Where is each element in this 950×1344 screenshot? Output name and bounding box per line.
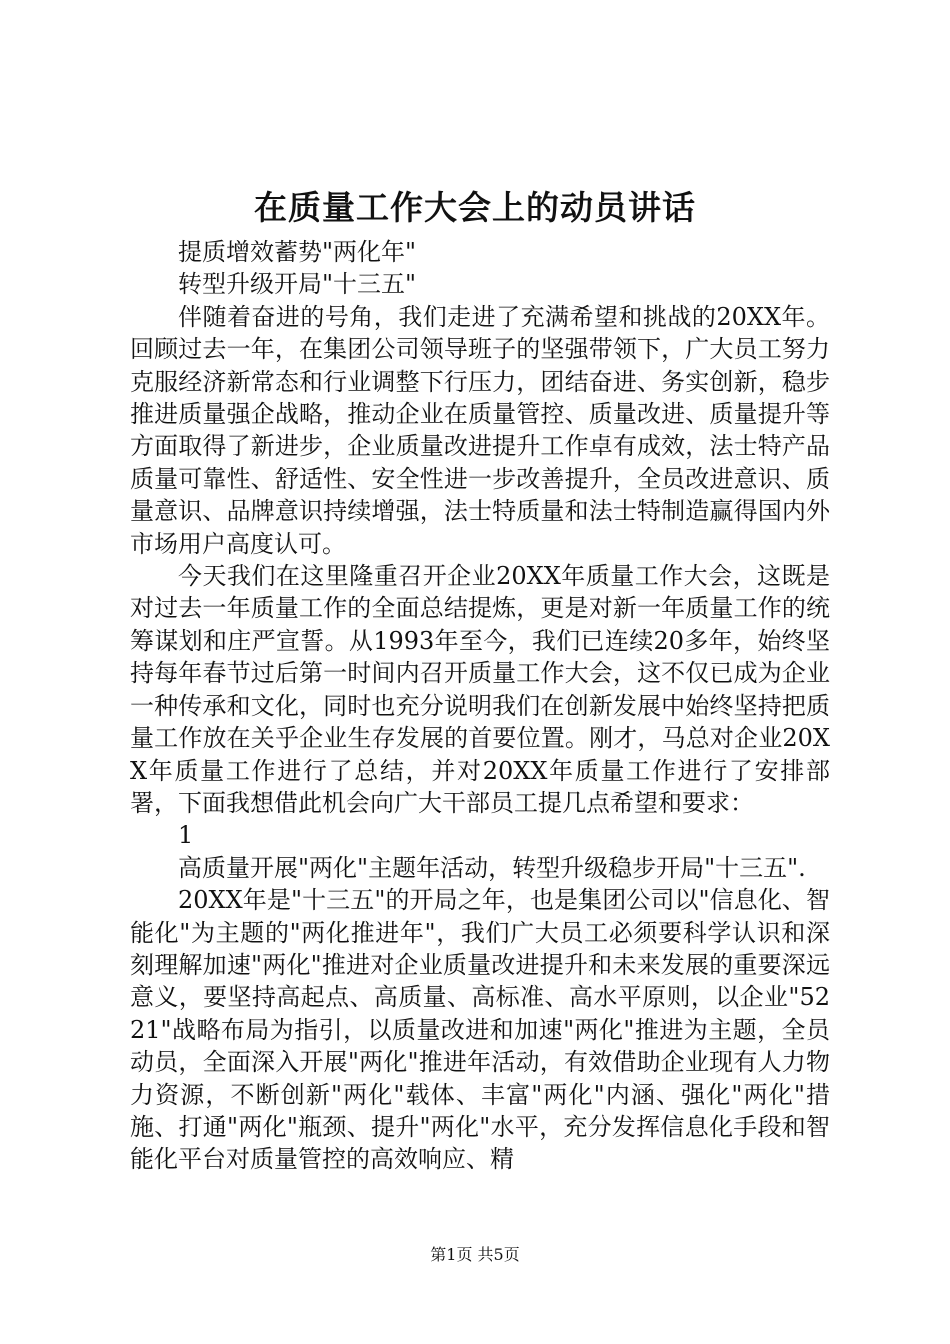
page-footer: 第1页 共5页 (430, 1245, 520, 1264)
section-number: 1 (178, 821, 194, 850)
document-title: 在质量工作大会上的动员讲话 (254, 188, 696, 227)
document-body (130, 236, 830, 1176)
subtitle-line-1: 提质增效蓄势"两化年" (178, 238, 417, 266)
paragraph-intro: 伴随着奋进的号角，我们走进了充满希望和挑战的20XX年。回顾过去一年，在集团公司领导班子的坚强带领下，广大员工努力克服经济新常态和行业调整下行压力，团结奋进、务实创新，稳步推进质量强企战略，推动企业在质量管控、质量改进、质量提升等方面取得了新进步，企业质量改进提升工作卓有成效，法士特产品质量可靠性、舒适性、安全性进一步改善提升，全员改进意识、质量意识、品牌意识持续增强，法士特质量和法士特制造赢得国内外市场用户高度认可。 (130, 302, 830, 558)
paragraph-two-modernizations: 20XX年是"十三五"的开局之年，也是集团公司以"信息化、智能化"为主题的"两化推进年"，我们广大员工必须要科学认识和深刻理解加速"两化"推进对企业质量改进提升和未来发展的重要深远意义，要坚持高起点、高质量、高标准、高水平原则，以企业"5221"战略布局为指引，以质量改进和加速"两化"推进为主题，全员动员，全面深入开展"两化"推进年活动，有效借助企业现有人力物力资源，不断创新"两化"载体、丰富"两化"内涵、强化"两化"措施、打通"两化"瓶颈、提升"两化"水平，充分发挥信息化手段和智能化平台对质量管控的高效响应、精 (130, 886, 830, 1174)
paragraph-meeting: 今天我们在这里隆重召开企业20XX年质量工作大会，这既是对过去一年质量工作的全面总结提炼，更是对新一年质量工作的统筹谋划和庄严宣誓。从1993年至今，我们已连续20多年，始终坚持每年春节过后第一时间内召开质量工作大会，这不仅已成为企业一种传承和文化，同时也充分说明我们在创新发展中始终坚持把质量工作放在关乎企业生存发展的首要位置。刚才，马总对企业20XX年质量工作进行了总结，并对20XX年质量工作进行了安排部署，下面我想借此机会向广大干部员工提几点希望和要求： (130, 562, 830, 817)
subtitle-line-2: 转型升级开局"十三五" (178, 270, 417, 299)
section-heading: 高质量开展"两化"主题年活动，转型升级稳步开局"十三五". (178, 853, 806, 882)
